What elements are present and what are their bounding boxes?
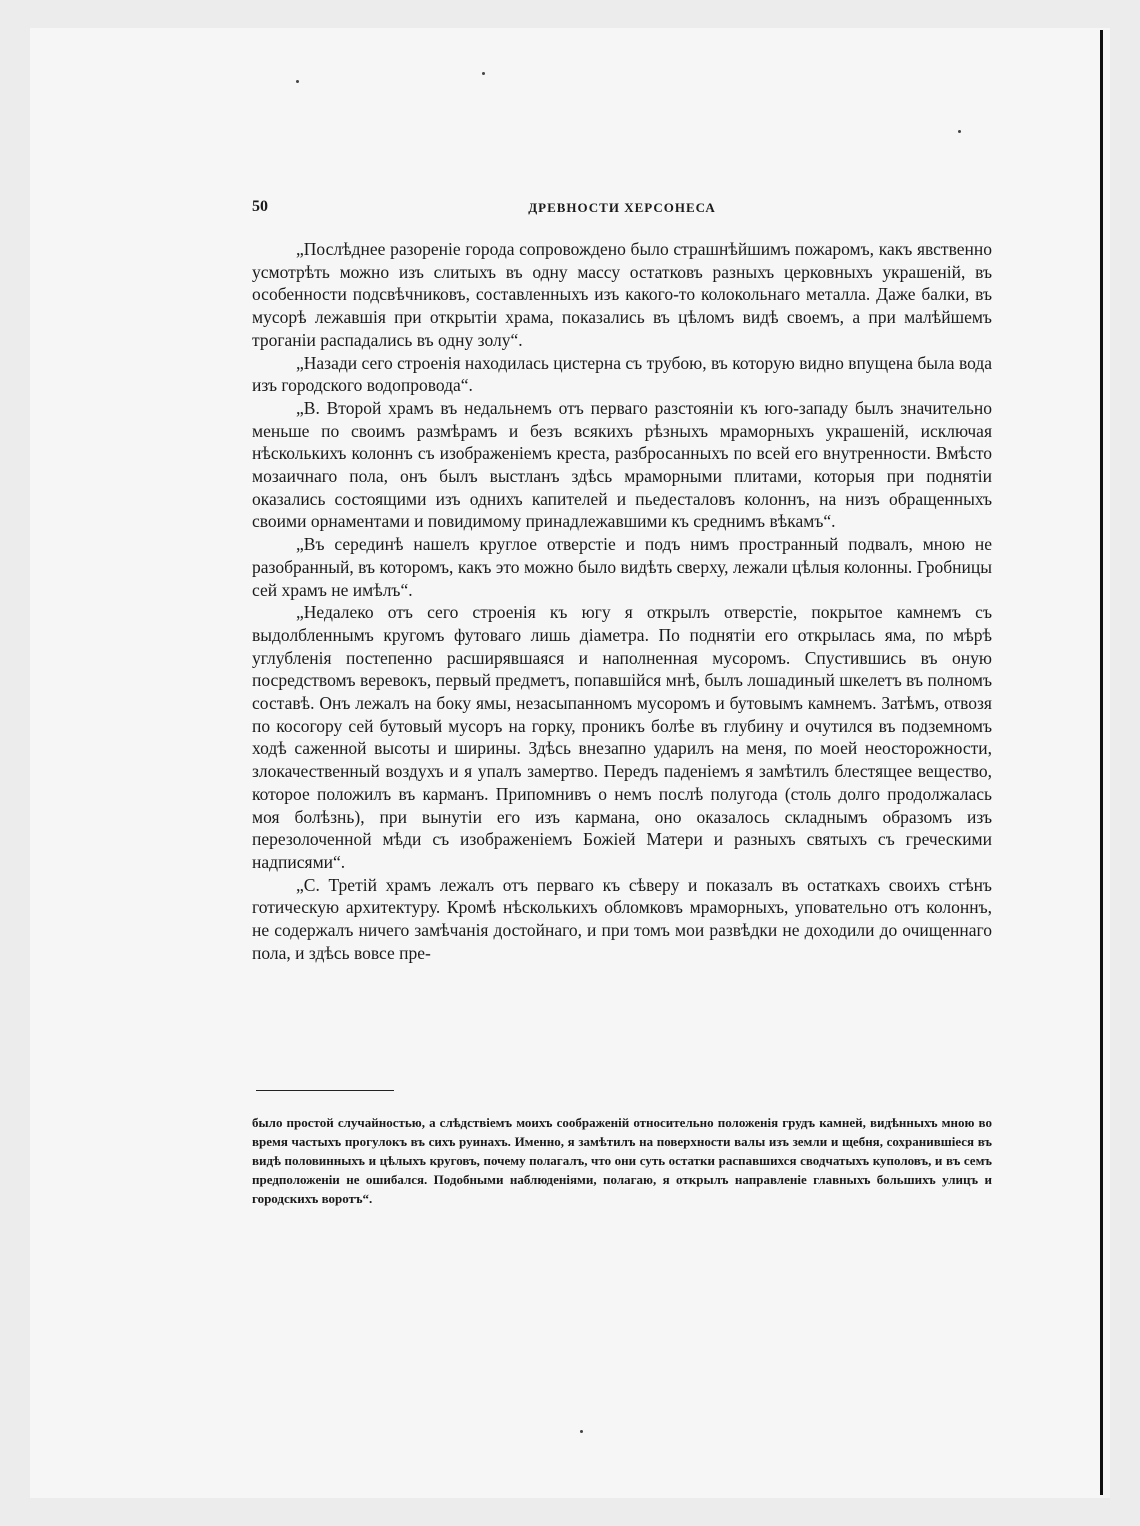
paragraph: „С. Третій храмъ лежалъ отъ перваго къ сѣверу и показалъ въ остаткахъ своихъ стѣнъ готическую архитектуру. Кромѣ нѣсколькихъ обломковъ мраморныхъ, уповательно отъ колоннъ, не содержалъ ничего замѣчанія достойнаго, и при томъ мои развѣдки не доходили до очищеннаго пола, и здѣсь вовсе пре- xyxy=(252,874,992,963)
paragraph: „Назади сего строенія находилась цистерна съ трубою, въ которую видно впущена была вода изъ городского водопровода“. xyxy=(252,352,992,396)
body-text xyxy=(252,238,992,965)
scan-speck xyxy=(958,130,961,133)
paragraph: „Послѣднее разореніе города сопровождено было страшнѣйшимъ пожаромъ, какъ явственно усмотрѣть можно изъ слитыхъ въ одну массу остатковъ разныхъ церковныхъ украшеній, въ особенности подсвѣчниковъ, составленныхъ изъ какого-то колокольнаго металла. Даже балки, въ мусорѣ лежавшія при открытіи храма, показались въ цѣломъ видѣ своемъ, а при малѣйшемъ троганіи распадались въ одну золу“. xyxy=(252,239,992,350)
paragraph: „В. Второй храмъ въ недальнемъ отъ перваго разстояніи къ юго-западу былъ значительно меньше по своимъ размѣрамъ и безъ всякихъ рѣзныхъ мраморныхъ украшеній, исключая нѣсколькихъ колоннъ съ изображеніемъ креста, разбросанныхъ по всей его внутренности. Вмѣсто мозаичнаго пола, онъ былъ выстланъ здѣсь мраморными плитами, которыя при поднятіи оказались состоящими изъ однихъ капителей и пьедесталовъ колоннъ, на низъ обращенныхъ своими орнаментами и повидимому принадлежавшими къ среднимъ вѣкамъ“. xyxy=(252,397,992,532)
scan-speck xyxy=(296,80,299,83)
paragraph: „Въ серединѣ нашелъ круглое отверстіе и подъ нимъ пространный подвалъ, мною не разобранный, въ которомъ, какъ это можно было видѣть сверху, лежали цѣлыя колонны. Гробницы сей храмъ не имѣлъ“. xyxy=(252,534,992,600)
running-title: ДРЕВНОСТИ ХЕРСОНЕСА xyxy=(528,200,716,215)
footnote: было простой случайностью, а слѣдствіемъ моихъ соображеній относительно положенія грудъ камней, видѣнныхъ мною во время частыхъ прогулокъ въ сихъ руинахъ. Именно, я замѣтилъ на поверхности валы изъ земли и щебня, сохранившіеся въ видѣ половинныхъ и цѣлыхъ круговъ, почему полагалъ, что они суть остатки распавшихся сводчатыхъ куполовъ, и въ семъ предположеніи не ошибался. Подобными наблюденіями, полагаю, я открылъ направленіе главныхъ большихъ улицъ и городскихъ воротъ“. xyxy=(252,1115,992,1206)
binding-edge xyxy=(1100,30,1106,1495)
scan-speck xyxy=(482,72,485,75)
page-header xyxy=(252,198,992,222)
paragraph: „Недалеко отъ сего строенія къ югу я открылъ отверстіе, покрытое камнемъ съ выдолбленнымъ кругомъ футоваго лишь діаметра. По поднятіи его открылась яма, по мѣрѣ углубленія постепенно расширявшаяся и наполненная мусоромъ. Спустившись въ оную посредствомъ веревокъ, первый предметъ, попавшійся мнѣ, былъ лошадиный шкелетъ въ полномъ составѣ. Онъ лежалъ на боку ямы, незасыпанномъ мусоромъ и бутовымъ камнемъ. Затѣмъ, отвозя по косогору сей бутовый мусоръ на горку, проникъ болѣе въ глубину и очутился въ подземномъ ходѣ саженной высоты и ширины. Здѣсь внезапно ударилъ на меня, по моей неосторожности, злокачественный воздухъ и я упалъ замертво. Передъ паденіемъ я замѣтилъ блестящее вещество, которое положилъ въ карманъ. Припомнивъ о немъ послѣ полугода (столь долго продолжалась моя болѣзнь), при вынутіи его изъ кармана, оно оказалось складнымъ образомъ изъ перезолоченной мѣди съ изображеніемъ Божіей Матери и разныхъ святыхъ съ греческими надписями“. xyxy=(252,602,992,872)
page-number: 50 xyxy=(252,198,268,215)
footnote-rule xyxy=(256,1090,394,1091)
scan-speck xyxy=(580,1430,583,1433)
